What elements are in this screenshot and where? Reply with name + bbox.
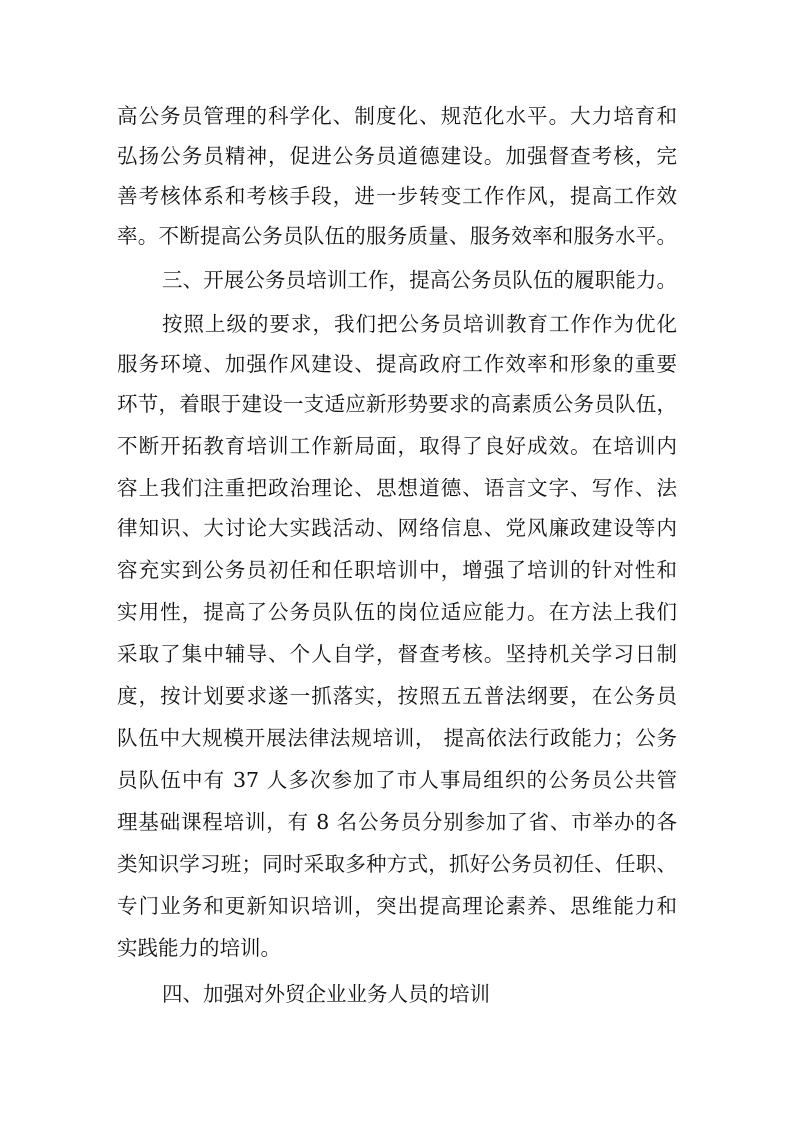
text-line: 容充实到公务员初任和任职培训中，增强了培训的针对性和	[117, 558, 677, 582]
text-line: 理基础课程培训，有 8 名公务员分别参加了省、市举办的各	[117, 810, 677, 834]
text-line: 类知识学习班；同时采取多种方式，抓好公务员初任、任职、	[117, 852, 677, 876]
text-line: 高公务员管理的科学化、制度化、规范化水平。大力培育和	[117, 104, 677, 128]
text-line: 善考核体系和考核手段，进一步转变工作作风，提高工作效	[117, 184, 677, 208]
text-line: 按照上级的要求，我们把公务员培训教育工作作为优化	[162, 312, 677, 336]
text-line: 实用性，提高了公务员队伍的岗位适应能力。在方法上我们	[117, 600, 677, 624]
text-line: 不断开拓教育培训工作新局面，取得了良好成效。在培训内	[117, 434, 677, 458]
text-line: 律知识、大讨论大实践活动、网络信息、党风廉政建设等内	[117, 516, 677, 540]
text-line: 采取了集中辅导、个人自学，督查考核。坚持机关学习日制	[117, 642, 677, 666]
text-line: 服务环境、加强作风建设、提高政府工作效率和形象的重要	[117, 352, 677, 376]
text-line: 率。不断提高公务员队伍的服务质量、服务效率和服务水平。	[117, 224, 677, 248]
text-line: 弘扬公务员精神，促进公务员道德建设。加强督查考核，完	[117, 144, 677, 168]
text-line: 环节，着眼于建设一支适应新形势要求的高素质公务员队伍，	[117, 392, 677, 416]
text-line: 员队伍中有 37 人多次参加了市人事局组织的公务员公共管	[117, 768, 677, 792]
text-line: 实践能力的培训。	[117, 936, 281, 960]
section-heading: 四、加强对外贸企业业务人员的培训	[162, 982, 490, 1006]
text-line: 容上我们注重把政治理论、思想道德、语言文字、写作、法	[117, 476, 677, 500]
text-line: 队伍中大规模开展法律法规培训， 提高依法行政能力；公务	[117, 726, 677, 750]
section-heading: 三、开展公务员培训工作，提高公务员队伍的履职能力。	[162, 268, 677, 292]
text-line: 度，按计划要求遂一抓落实，按照五五普法纲要，在公务员	[117, 684, 677, 708]
text-line: 专门业务和更新知识培训，突出提高理论素养、思维能力和	[117, 894, 677, 918]
